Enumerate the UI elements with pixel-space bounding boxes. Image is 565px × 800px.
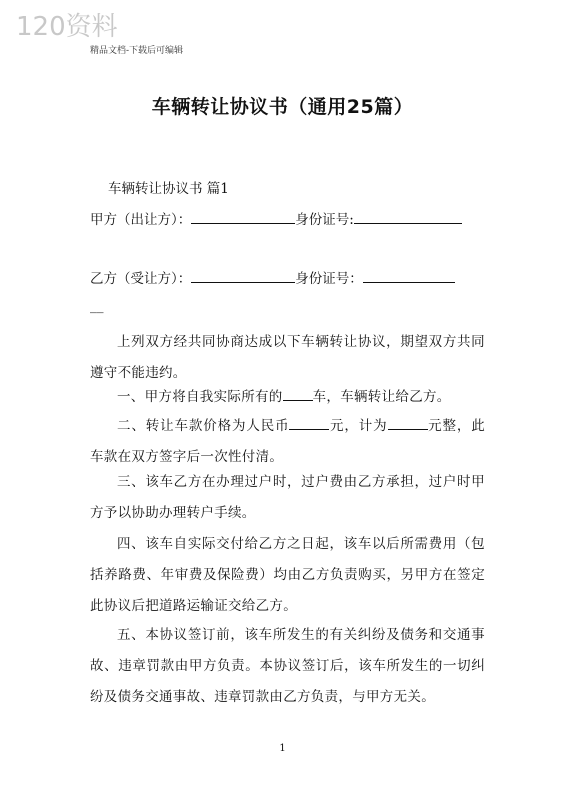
watermark-logo: 120资料 bbox=[16, 12, 118, 42]
party-b-id-blank bbox=[363, 268, 455, 283]
clause-2-total-blank bbox=[388, 415, 428, 430]
party-a-id-label: 身份证号: bbox=[295, 212, 354, 228]
clause-1 bbox=[90, 382, 485, 413]
section-subtitle: 车辆转让协议书 篇1 bbox=[108, 181, 229, 197]
party-b-trail: __ bbox=[90, 298, 104, 314]
party-b-label: 乙方（受让方）： bbox=[90, 271, 192, 287]
clause-1-text-b: 车，车辆转让给乙方。 bbox=[312, 389, 451, 405]
clause-4: 四、该车自实际交付给乙方之日起，该车以后所需费用（包括养路费、年审费及保险费）均由乙方负责购买，另甲方在签定此协议后把道路运输证交给乙方。 bbox=[90, 536, 485, 614]
document-title: 车辆转让协议书（通用25篇） bbox=[151, 96, 414, 118]
clause-2-text-b: 元，计为 bbox=[329, 418, 388, 434]
header-note: 精品文档-下载后可编辑 bbox=[90, 46, 184, 56]
clause-1-text-a: 一、甲方将自我实际所有的 bbox=[117, 389, 283, 405]
clause-5: 五、本协议签订前，该车所发生的有关纠纷及债务和交通事故、违章罚款由甲方负责。本协议签订后，该车所发生的一切纠纷及债务交通事故、违章罚款由乙方负责，与甲方无关。 bbox=[90, 627, 485, 705]
page-number: 1 bbox=[279, 743, 286, 754]
clause-2-amount-blank bbox=[289, 415, 329, 430]
party-a-name-blank bbox=[191, 209, 295, 224]
party-a-id-blank bbox=[354, 209, 462, 224]
party-b-line bbox=[90, 268, 455, 288]
party-a-label: 甲方（出让方）： bbox=[90, 212, 192, 228]
clause-2-text-a: 二、转让车款价格为人民币 bbox=[117, 418, 290, 434]
clause-intro: 上列双方经共同协商达成以下车辆转让协议，期望双方共同遵守不能违约。 bbox=[90, 334, 485, 381]
party-b-name-blank bbox=[191, 268, 295, 283]
party-b-id-label: 身份证号： bbox=[295, 271, 363, 287]
party-a-line bbox=[90, 209, 462, 229]
clause-2-text-c: 元整，此车款在双方签字后一次性付清。 bbox=[90, 418, 485, 465]
clause-3: 三、该车乙方在办理过户时，过户费由乙方承担，过户时甲方予以协助办理转户手续。 bbox=[90, 474, 485, 521]
clause-2 bbox=[90, 411, 485, 473]
clause-1-blank bbox=[283, 386, 313, 401]
